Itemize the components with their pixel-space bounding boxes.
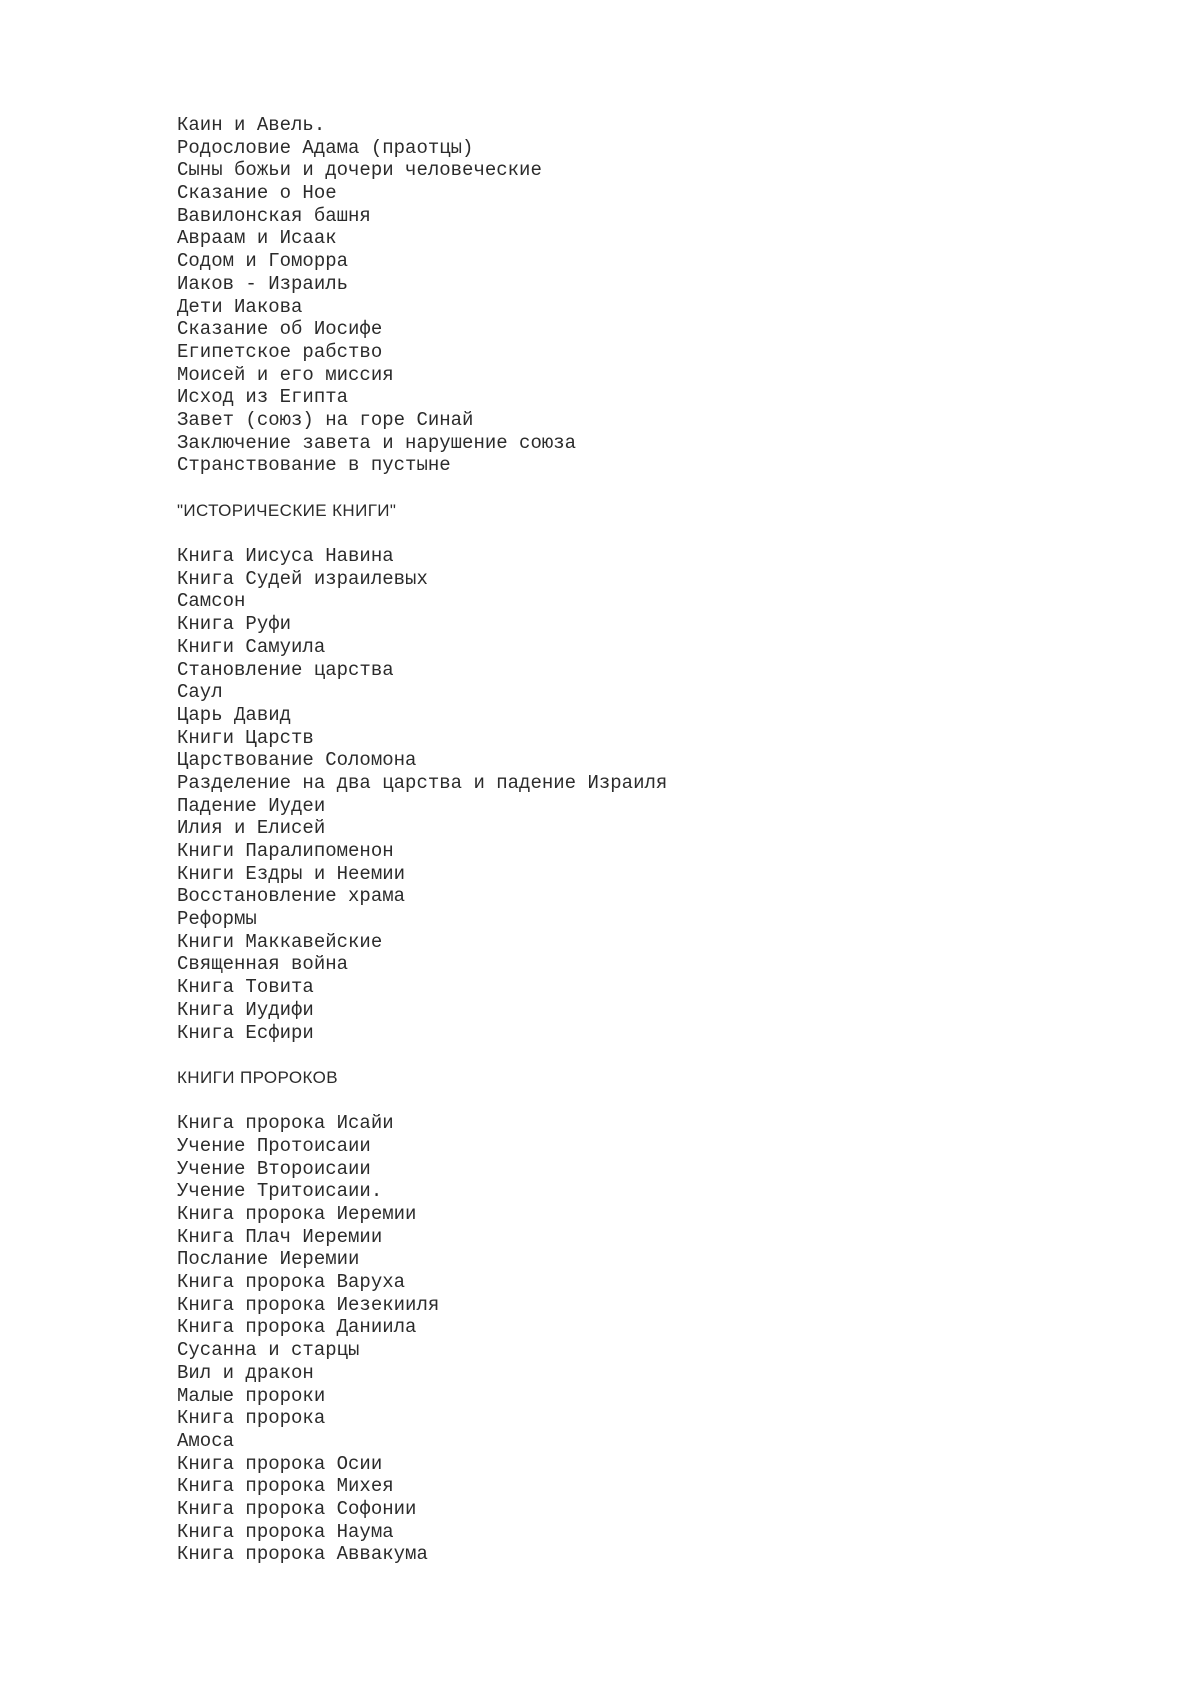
list-item: Книга пророка Иеремии — [177, 1203, 417, 1225]
list-item: Сыны божьи и дочери человеческие — [177, 159, 542, 182]
blank-line — [177, 522, 1137, 545]
list-item: Царствование Соломона — [177, 749, 417, 772]
list-item: Реформы — [177, 908, 257, 931]
list-item: Вавилонская башня — [177, 204, 371, 227]
blank-line — [177, 477, 1137, 500]
list-item: Становление царства — [177, 658, 394, 681]
list-item: Книги Маккавейские — [177, 930, 383, 953]
list-item: Священная война — [177, 953, 349, 976]
list-item: Самсон — [177, 590, 246, 613]
list-item: Книга пророка Даниила — [177, 1316, 417, 1339]
list-item: Книга пророка Исайи — [177, 1112, 394, 1135]
list-item: Илия и Елисей — [177, 817, 326, 840]
list-item: Книга пророка Наума — [177, 1520, 394, 1543]
list-item: Книга Иисуса Навина — [177, 545, 394, 568]
list-item: Книга пророка Варуха — [177, 1271, 406, 1294]
list-item: Книги Царств — [177, 726, 314, 749]
list-item: Амоса — [177, 1429, 235, 1452]
list-item: Содом и Гоморра — [177, 250, 349, 273]
list-item: Сусанна и старцы — [177, 1339, 360, 1362]
list-item: Послание Иеремии — [177, 1248, 360, 1271]
list-item: Иаков - Израиль — [177, 272, 349, 295]
list-item: Вил и дракон — [177, 1361, 314, 1384]
list-item: Книги Ездры и Неемии — [177, 862, 406, 885]
section-prophets — [177, 1067, 1137, 1566]
list-item: Сказание о Ное — [177, 182, 337, 205]
list-item: Книга Судей израилевых — [177, 567, 428, 590]
list-item: Странствование в пустыне — [177, 454, 451, 477]
list-item: Книга пророка Осии — [177, 1452, 383, 1475]
list-item: Восстановление храма — [177, 885, 406, 908]
list-item: Сказание об Иосифе — [177, 318, 383, 341]
list-item: Дети Иакова — [177, 295, 303, 318]
list-item: Книга Плач Иеремии — [177, 1225, 383, 1248]
list-item: Учение Протоисаии — [177, 1134, 371, 1157]
list-item: Авраам и Исаак — [177, 227, 337, 250]
list-item: Книга пророка Михея — [177, 1475, 394, 1498]
list-item: Родословие Адама (праотцы) — [177, 136, 474, 159]
list-item: Разделение на два царства и падение Израиля — [177, 771, 668, 794]
list-item: Книги Паралипоменон — [177, 840, 394, 862]
document-page — [177, 114, 1137, 1566]
list-item: Каин и Авель. — [177, 114, 326, 136]
list-item: Царь Давид — [177, 703, 292, 726]
list-item: Египетское рабство — [177, 340, 383, 363]
list-item: Малые пророки — [177, 1384, 326, 1407]
section-heading: "ИСТОРИЧЕСКИЕ КНИГИ" — [177, 500, 397, 520]
blank-line — [177, 1090, 1137, 1113]
list-item: Книга пророка Иезекииля — [177, 1293, 440, 1316]
list-item: Саул — [177, 681, 223, 704]
list-item: Книги Самуила — [177, 635, 326, 658]
list-item: Учение Второисаии — [177, 1157, 371, 1180]
section-torah — [177, 114, 1137, 477]
list-item: Книга пророка Аввакума — [177, 1543, 428, 1566]
list-item: Заключение завета и нарушение союза — [177, 431, 577, 454]
section-historical-books — [177, 500, 1137, 1045]
list-item: Книга Товита — [177, 976, 314, 999]
list-item: Моисей и его миссия — [177, 363, 394, 386]
list-item: Завет (союз) на горе Синай — [177, 408, 474, 431]
list-item: Книга Есфири — [177, 1021, 314, 1044]
list-item: Книга пророка Софонии — [177, 1497, 417, 1520]
list-item: Падение Иудеи — [177, 794, 326, 817]
list-item: Книга пророка — [177, 1407, 326, 1430]
list-item: Книга Руфи — [177, 613, 292, 636]
list-item: Учение Тритоисаии. — [177, 1180, 383, 1203]
blank-line — [177, 1044, 1137, 1067]
list-item: Книга Иудифи — [177, 998, 314, 1021]
section-heading: КНИГИ ПРОРОКОВ — [177, 1067, 339, 1087]
list-item: Исход из Египта — [177, 386, 349, 409]
